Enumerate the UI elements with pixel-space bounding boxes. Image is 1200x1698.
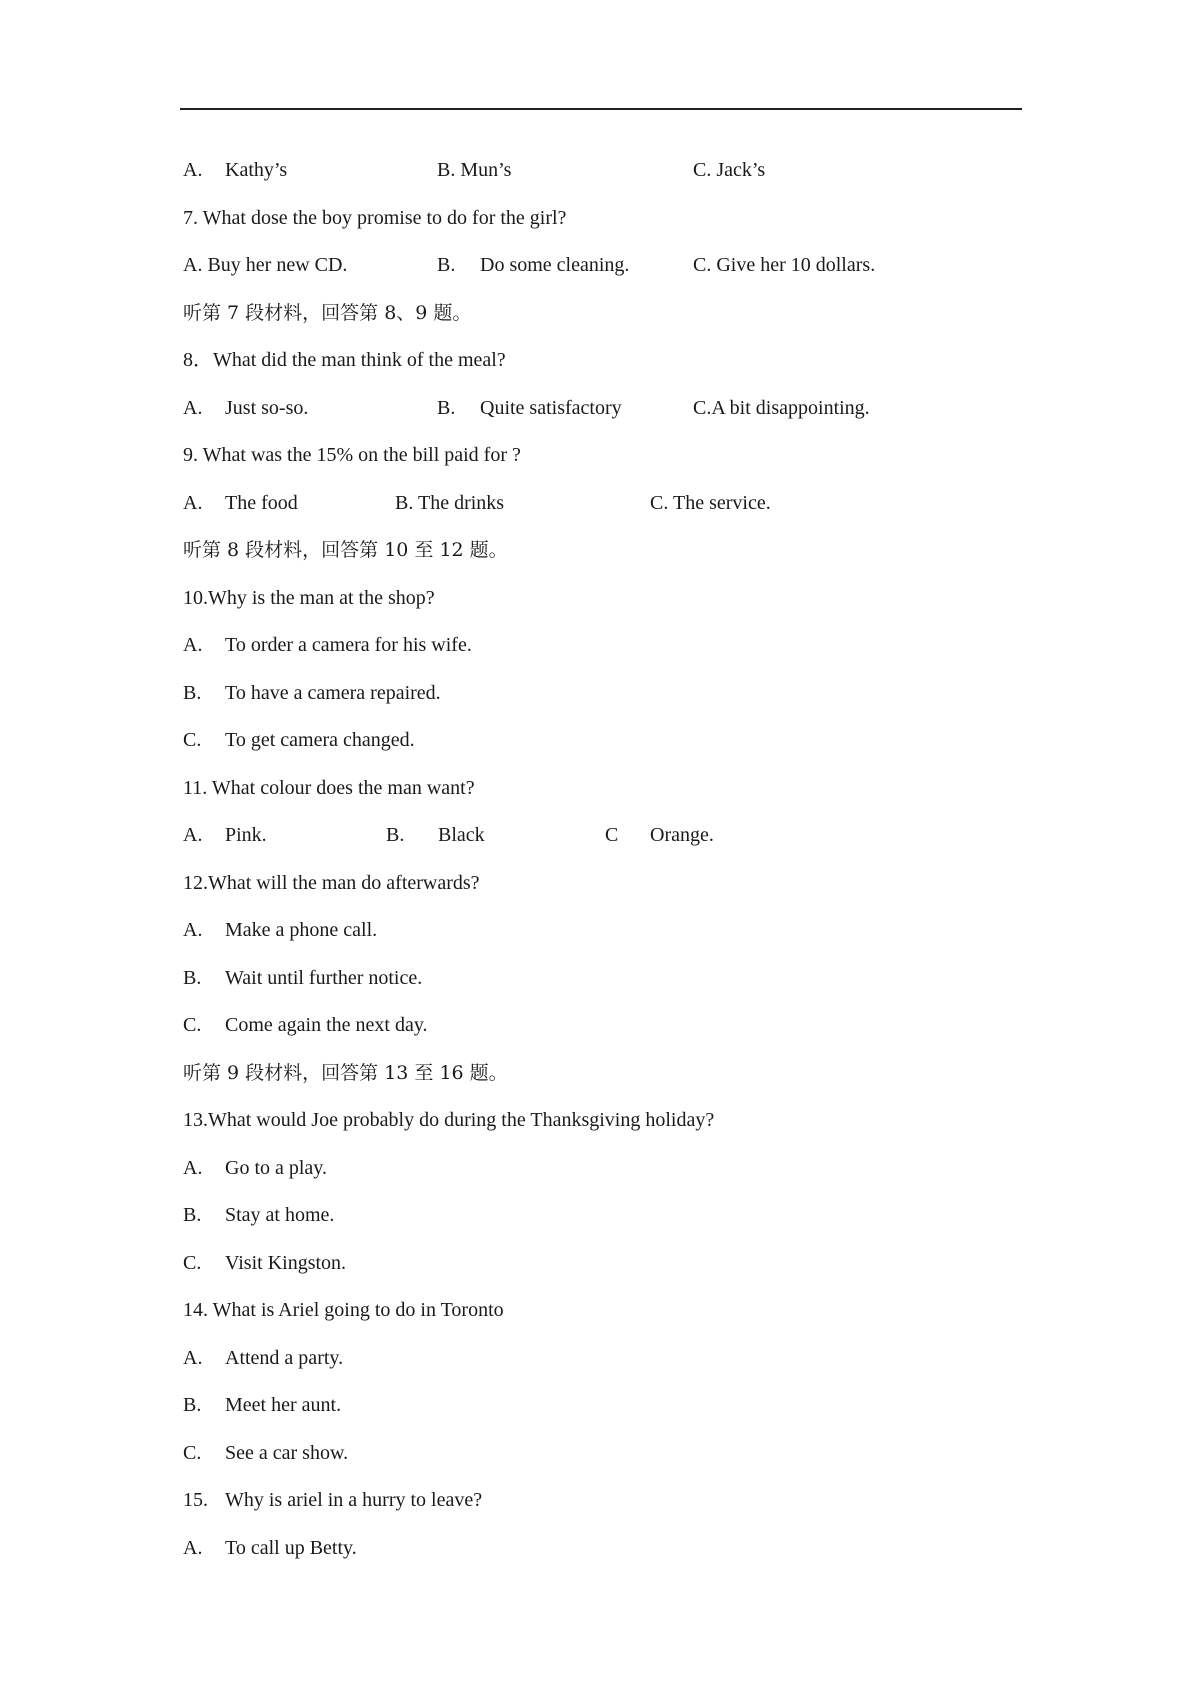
- option-text: B. The drinks: [395, 491, 505, 514]
- question-line: 12.What will the man do afterwards?: [183, 871, 480, 894]
- option-text: C.: [183, 729, 202, 751]
- option-text: To call up Betty.: [225, 1536, 357, 1559]
- option-text: C.: [183, 1014, 202, 1036]
- question-line: 11. What colour does the man want?: [183, 776, 475, 799]
- option-text: Come again the next day.: [225, 1014, 428, 1036]
- option-text: B.: [437, 254, 456, 276]
- question-line: 14. What is Ariel going to do in Toronto: [183, 1299, 504, 1321]
- option-text: Wait until further notice.: [225, 966, 423, 989]
- option-text: B.: [183, 1394, 202, 1416]
- option-text: A.: [183, 1156, 203, 1179]
- options-line: [183, 815, 1023, 863]
- options-line: [183, 1480, 1023, 1528]
- option-text: B.: [183, 1204, 202, 1226]
- options-line: [183, 150, 1023, 198]
- option-text: B.: [437, 396, 456, 419]
- option-text: A.: [183, 634, 203, 656]
- options-line: [183, 1338, 1023, 1386]
- section-instruction: 听第 9 段材料，回答第 13 至 16 题。: [183, 1061, 508, 1084]
- option-text: A.: [183, 491, 203, 514]
- option-text: Why is ariel in a hurry to leave?: [225, 1489, 483, 1511]
- option-text: Do some cleaning.: [480, 254, 630, 276]
- option-text: To have a camera repaired.: [225, 681, 441, 704]
- option-text: C. The service.: [650, 491, 771, 514]
- option-text: Kathy’s: [225, 159, 288, 181]
- header-rule: [180, 108, 1022, 110]
- option-text: Pink.: [225, 824, 267, 846]
- option-text: See a car show.: [225, 1441, 349, 1464]
- question-line: 7. What dose the boy promise to do for the girl?: [183, 206, 567, 229]
- option-text: B.: [386, 824, 405, 846]
- options-line: [183, 1005, 1023, 1053]
- option-text: C. Jack’s: [693, 159, 766, 181]
- option-text: Go to a play.: [225, 1156, 328, 1179]
- option-text: The food: [225, 491, 298, 514]
- option-text: Quite satisfactory: [480, 396, 622, 419]
- option-text: A. Buy her new CD.: [183, 254, 348, 276]
- section-instruction: 听第 7 段材料，回答第 8、9 题。: [183, 301, 472, 324]
- question-line: 9. What was the 15% on the bill paid for ?: [183, 444, 521, 466]
- option-text: C.: [183, 1251, 202, 1274]
- option-text: Make a phone call.: [225, 919, 378, 941]
- option-text: B.: [183, 966, 202, 989]
- option-text: Orange.: [650, 824, 714, 846]
- option-text: C. Give her 10 dollars.: [693, 254, 876, 276]
- option-text: Attend a party.: [225, 1346, 344, 1369]
- options-line: [183, 910, 1023, 958]
- option-text: A.: [183, 919, 203, 941]
- option-text: Just so-so.: [225, 396, 309, 419]
- option-text: 15.: [183, 1489, 208, 1511]
- option-text: Visit Kingston.: [225, 1251, 347, 1274]
- option-text: B. Mun’s: [437, 159, 512, 181]
- options-line: [183, 1195, 1023, 1243]
- option-text: A.: [183, 1536, 203, 1559]
- options-line: [183, 1148, 1023, 1196]
- option-text: To get camera changed.: [225, 729, 415, 751]
- option-text: A.: [183, 159, 203, 181]
- section-instruction: 听第 8 段材料，回答第 10 至 12 题。: [183, 539, 508, 561]
- options-line: [183, 483, 1023, 531]
- option-text: Stay at home.: [225, 1204, 335, 1226]
- options-line: [183, 245, 1023, 293]
- option-text: Black: [438, 824, 485, 846]
- options-line: [183, 388, 1023, 436]
- option-text: A.: [183, 1346, 203, 1369]
- options-line: [183, 1433, 1023, 1481]
- option-text: C.: [183, 1441, 202, 1464]
- options-line: [183, 720, 1023, 768]
- option-text: C.A bit disappointing.: [693, 396, 870, 419]
- document-body: [183, 150, 1023, 1575]
- question-line: 13.What would Joe probably do during the Thanksgiving holiday?: [183, 1109, 715, 1131]
- options-line: [183, 625, 1023, 673]
- question-line: 8．What did the man think of the meal?: [183, 349, 506, 371]
- option-text: Meet her aunt.: [225, 1394, 342, 1416]
- option-text: A.: [183, 824, 203, 846]
- options-line: [183, 1385, 1023, 1433]
- options-line: [183, 1243, 1023, 1291]
- question-line: 10.Why is the man at the shop?: [183, 586, 435, 609]
- option-text: C: [605, 824, 619, 846]
- options-line: [183, 958, 1023, 1006]
- options-line: [183, 1528, 1023, 1576]
- option-text: B.: [183, 681, 202, 704]
- option-text: To order a camera for his wife.: [225, 634, 472, 656]
- options-line: [183, 673, 1023, 721]
- option-text: A.: [183, 396, 203, 419]
